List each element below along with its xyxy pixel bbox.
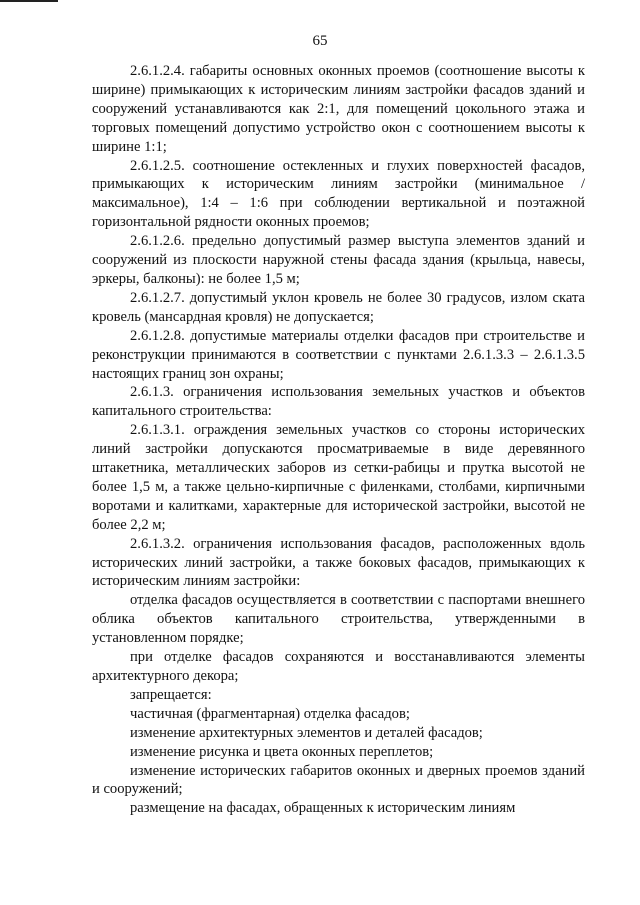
document-body	[92, 62, 585, 818]
page-number: 65	[312, 33, 328, 49]
paragraph: 2.6.1.2.6. предельно допустимый размер выступа элементов зданий и сооружений из плоскости наружной стены фасада здания (крыльца, навесы, эркеры, балконы): не более 1,5 м;	[92, 233, 585, 287]
paragraph: размещение на фасадах, обращенных к историческим линиям	[130, 800, 516, 817]
paragraph: изменение исторических габаритов оконных и дверных проемов зданий и сооружений;	[92, 762, 585, 798]
paragraph: запрещается:	[130, 686, 212, 703]
paragraph: 2.6.1.2.8. допустимые материалы отделки фасадов при строительстве и реконструкции принимаются в соответствии с пунктами 2.6.1.3.3 – 2.6.1.3.5 настоящих границ зон охраны;	[92, 327, 585, 382]
paragraph: частичная (фрагментарная) отделка фасадов;	[130, 705, 410, 722]
paragraph: при отделке фасадов сохраняются и восстанавливаются элементы архитектурного декора;	[92, 649, 585, 684]
scan-edge-line	[0, 0, 58, 2]
paragraph: изменение рисунка и цвета оконных переплетов;	[130, 743, 434, 760]
paragraph: 2.6.1.2.4. габариты основных оконных проемов (соотношение высоты к ширине) примыкающих к историческим линиям застройки фасадов зданий и сооружений устанавливаются как 2:1, для помещений цокольного этажа и торговых помещений допустимо устройство окон с соотношением высоты к ширине 1:1;	[92, 63, 585, 155]
paragraph: 2.6.1.3. ограничения использования земельных участков и объектов капитального строительства:	[92, 384, 585, 420]
paragraph: изменение архитектурных элементов и деталей фасадов;	[130, 724, 483, 741]
paragraph: отделка фасадов осуществляется в соответствии с паспортами внешнего облика объектов капитального строительства, утвержденными в установленном порядке;	[92, 592, 585, 647]
paragraph: 2.6.1.2.5. соотношение остекленных и глухих поверхностей фасадов, примыкающих к историческим линиям застройки (минимальное / максимальное), 1:4 – 1:6 при соблюдении вертикальной и поэтажной горизонтальной рядности оконных проемов;	[92, 157, 585, 231]
paragraph: 2.6.1.2.7. допустимый уклон кровель не более 30 градусов, излом ската кровель (мансардная кровля) не допускается;	[92, 289, 585, 325]
paragraph: 2.6.1.3.2. ограничения использования фасадов, расположенных вдоль исторических линий застройки, а также боковых фасадов, примыкающих к историческим линиям застройки:	[92, 535, 585, 590]
paragraph: 2.6.1.3.1. ограждения земельных участков со стороны исторических линий застройки допускаются просматриваемые в виде деревянного штакетника, металлических заборов из сетки-рабицы и прутка высотой не более 1,5 м, а также цельно-кирпичные с филенками, столбами, кирпичными воротами и калитками, характерные для исторической застройки, высотой не более 2,2 м;	[92, 422, 585, 533]
